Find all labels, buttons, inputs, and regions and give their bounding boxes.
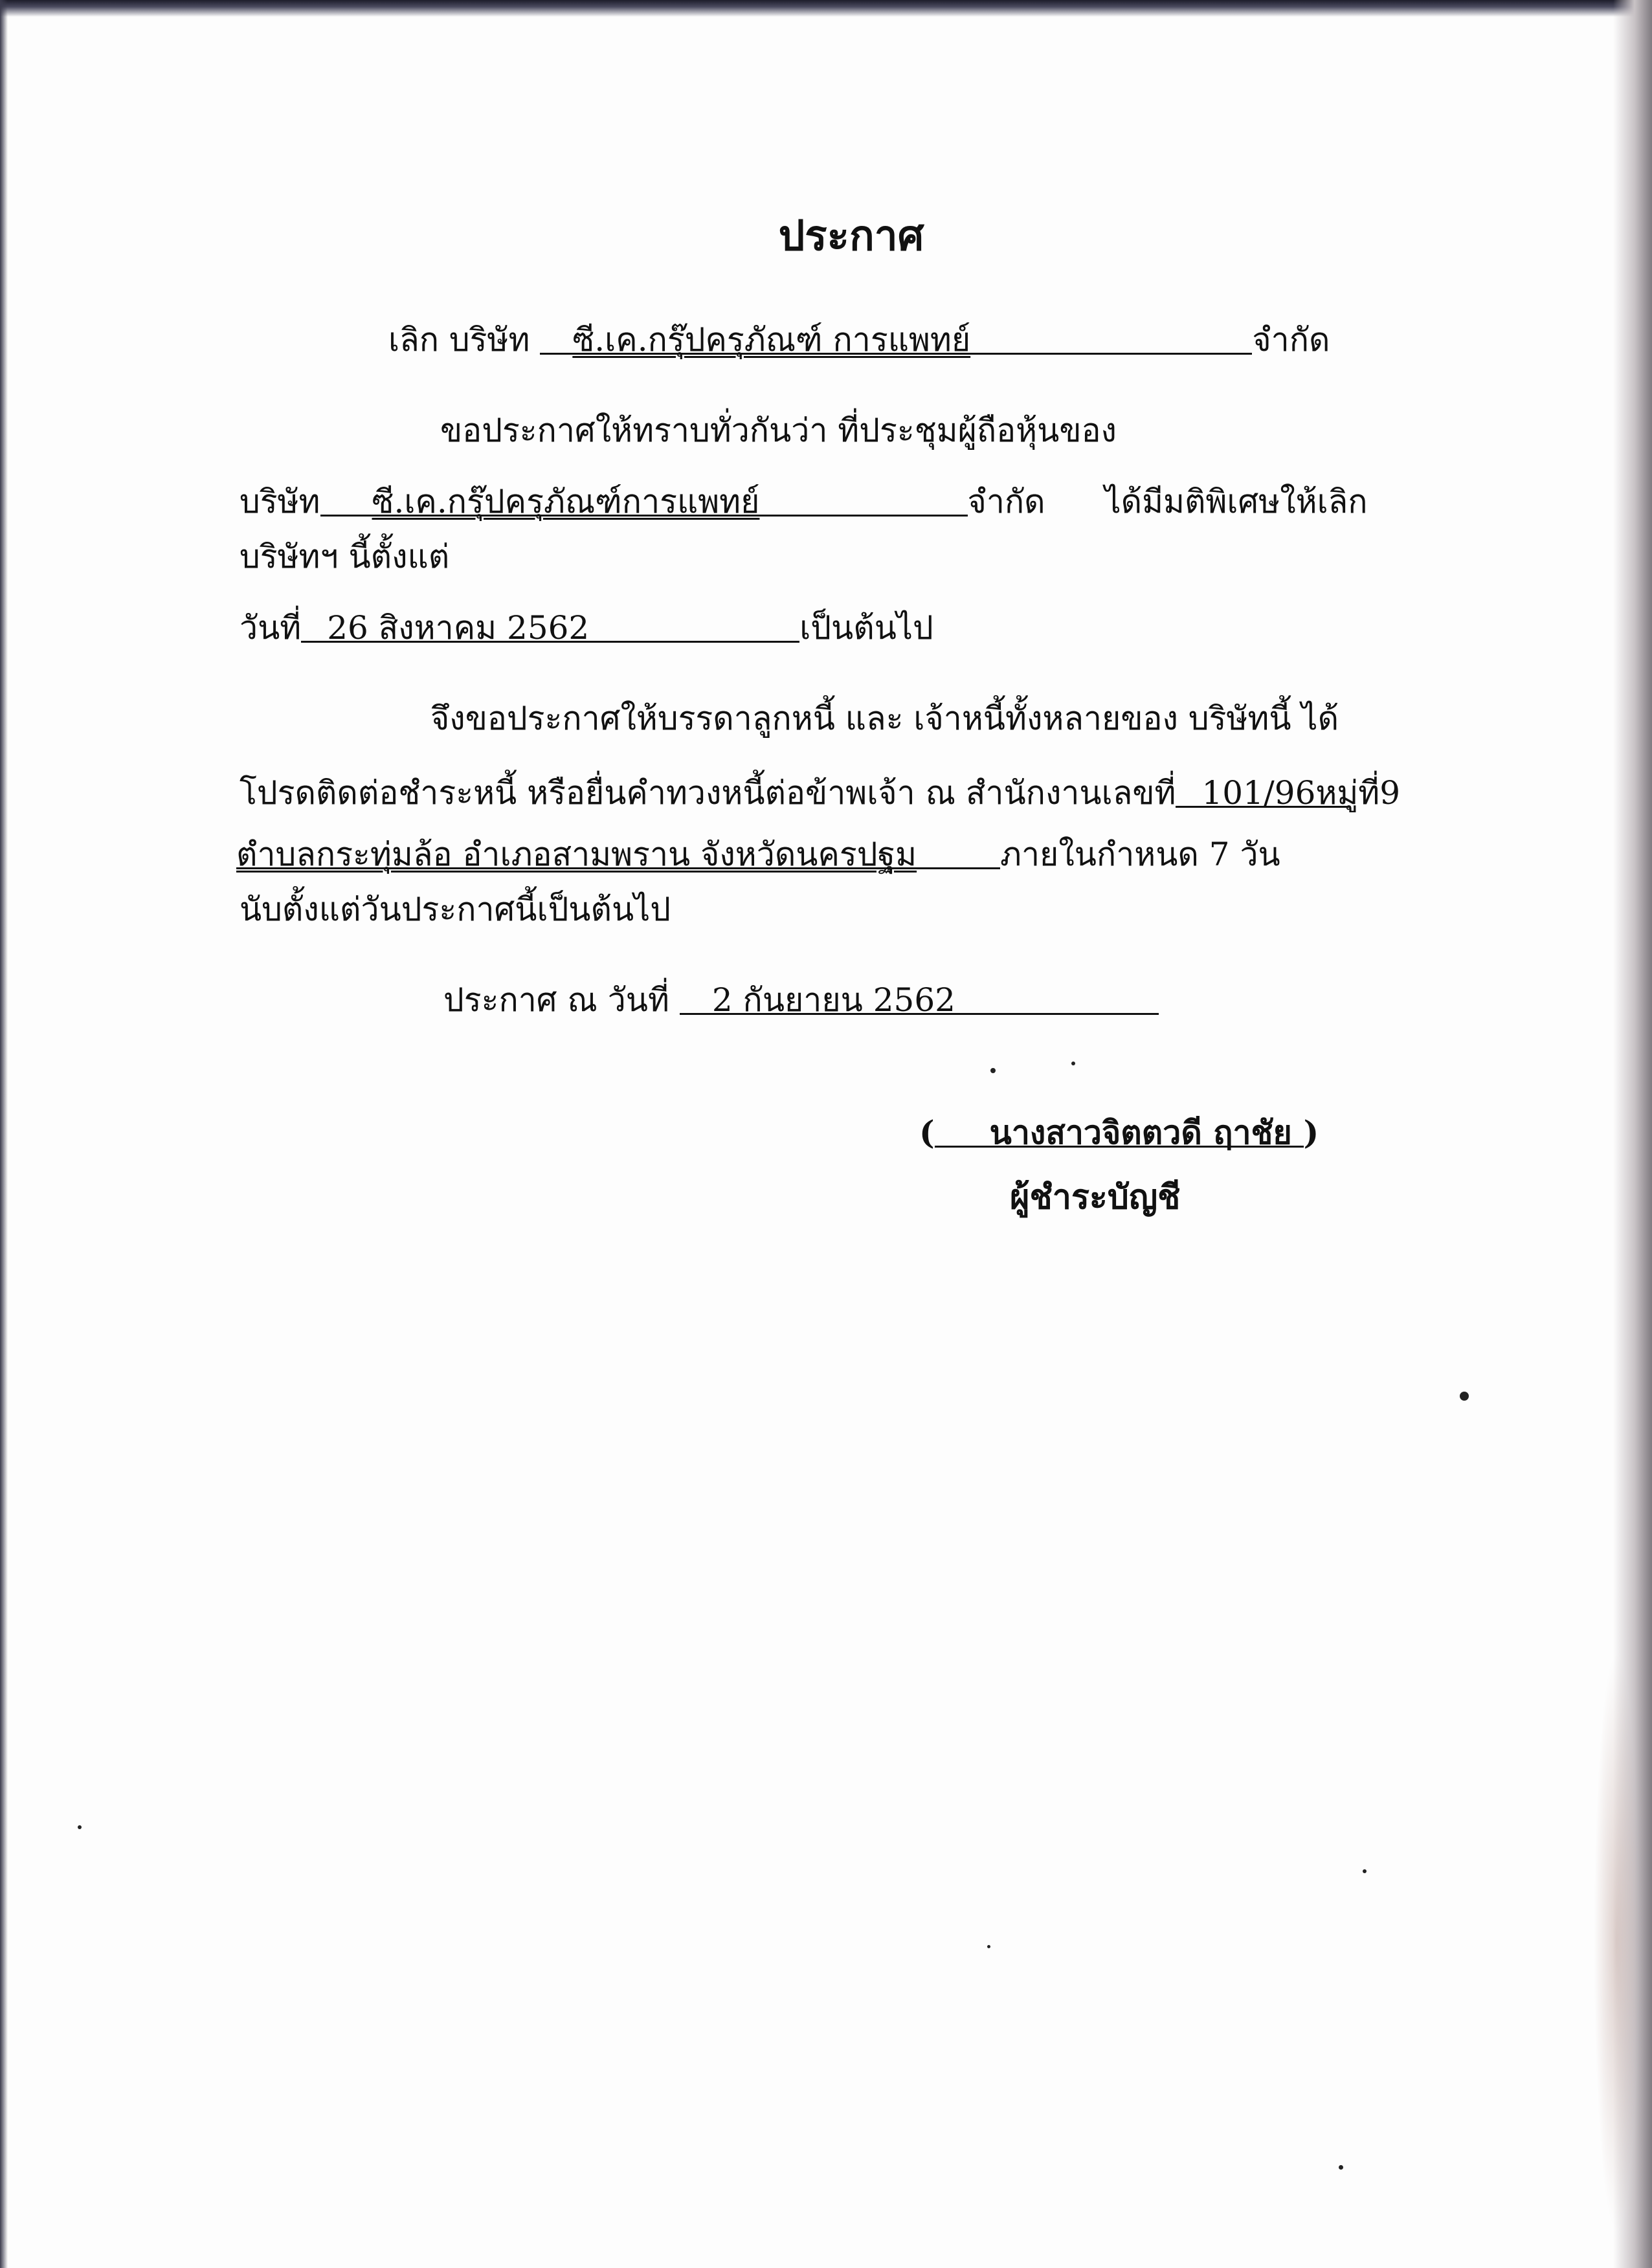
para1-date-suffix: เป็นต้นไป [799,609,933,647]
speck [1363,1869,1367,1873]
para2-line-d: นับตั้งแต่วันประกาศนี้เป็นต้นไป [240,891,671,928]
close-paren: ) [1303,1113,1319,1151]
para2-line-b-prefix: โปรดติดต่อชำระหนี้ หรือยื่นคำทวงหนี้ต่อข้าพเจ้า ณ สำนักงานเลขที่ [240,774,1176,812]
scan-edge-left [0,0,8,2268]
office-no-blank [1176,770,1401,812]
company-name: ซี.เค.กรุ๊ปครุภัณฑ์ การแพทย์ [572,321,971,359]
para1-company-prefix: บริษัท [240,483,320,520]
scan-edge-top [0,0,1652,17]
para1-line-a: ขอประกาศให้ทราบทั่วกันว่า ที่ประชุมผู้ถือหุ้นของ [440,412,1117,449]
para1-company-name: ซี.เค.กรุ๊ปครุภัณฑ์การแพทย์ [372,483,760,520]
announce-date-prefix: ประกาศ ณ วันที่ [443,981,669,1019]
office-no: 101/96หมู่ที่9 [1201,774,1401,812]
announce-date: 2 กันยายน 2562 [711,981,955,1019]
signatory-name: นางสาวจิตตวดี ฤาชัย [989,1113,1292,1151]
company-name-blank [540,317,1252,359]
para1-company-suffix: จำกัด [967,483,1045,520]
company-suffix: จำกัด [1252,321,1330,359]
address: ตำบลกระทุ่มล้อ อำเภอสามพราน จังหวัดนครปฐม [236,836,917,873]
address-blank [236,832,1000,873]
para1-resolution: ได้มีมติพิเศษให้เลิก [1104,483,1368,520]
para1-line-b [240,479,1368,524]
para1-date: 26 สิงหาคม 2562 [327,609,590,647]
para2-line-b [240,770,1401,816]
para2-line-a: จึงขอประกาศให้บรรดาลูกหนี้ และ เจ้าหนี้ทั้งหลายของ บริษัทนี้ ได้ [430,700,1339,737]
para1-date-blank [301,605,799,647]
deadline: ภายในกำหนด 7 วัน [1000,836,1280,873]
para2-line-c [236,832,1280,877]
signatory-name-line [919,1110,1319,1155]
speck [990,1068,996,1073]
announce-date-line [443,977,1159,1023]
para1-line-d [240,605,933,650]
para1-date-prefix: วันที่ [240,609,302,647]
speck [1460,1392,1469,1401]
dissolution-line [388,317,1330,362]
signatory-role: ผู้ชำระบัญชี [1010,1177,1181,1217]
speck [78,1825,82,1829]
announce-date-blank [680,977,1159,1019]
speck [1339,2165,1343,2170]
dissolution-prefix: เลิก บริษัท [388,321,530,359]
open-paren: ( [919,1113,935,1151]
speck [1071,1062,1075,1065]
document-title: ประกาศ [778,212,924,260]
speck [987,1945,990,1948]
para1-line-c: บริษัทฯ นี้ตั้งแต่ [240,538,450,575]
paper-stain [1594,1651,1639,2233]
para1-company-blank [320,479,968,520]
signatory-blank [935,1110,1304,1151]
